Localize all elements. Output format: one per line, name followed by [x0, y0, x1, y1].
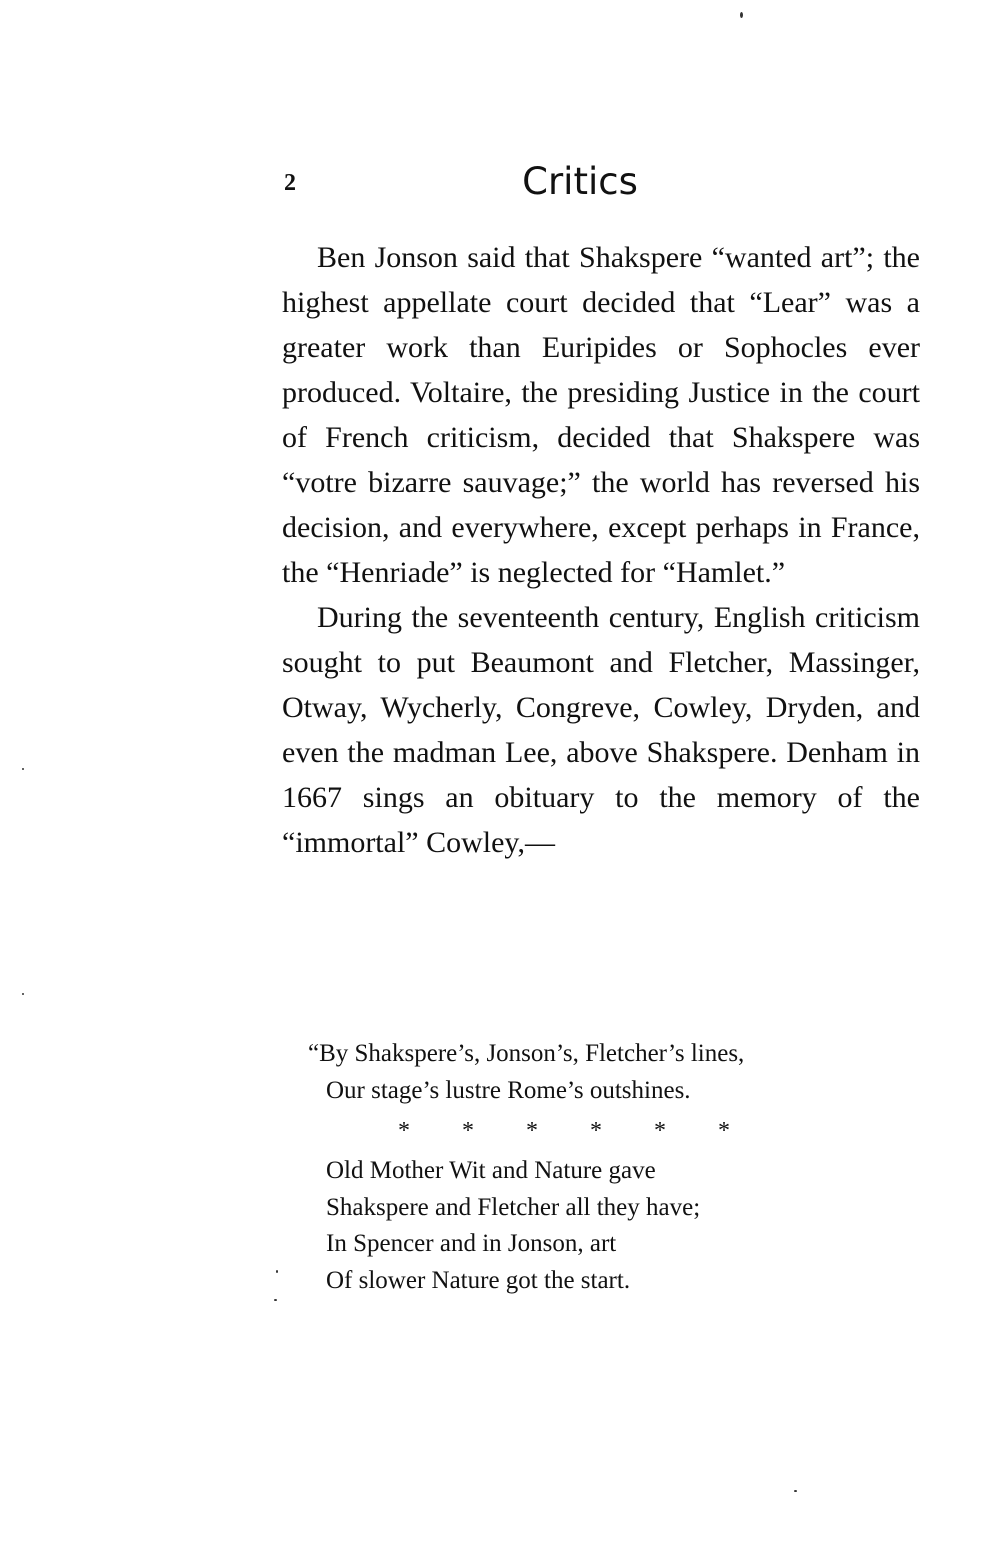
verse-separator: * * * * * *	[398, 1118, 730, 1144]
scan-speck	[274, 1299, 277, 1301]
scan-speck	[276, 1270, 278, 1273]
scan-speck	[22, 993, 24, 995]
paragraph: During the seventeenth century, English criticism sought to put Beaumont and Fletcher, Massinger, Otway, Wycherly, Congreve, Cowley, Dryden, and even the madman Lee, above Shakspere. Denham in 1667 sings an obituary to the memory of the “immortal” Cowley,—	[282, 601, 920, 859]
verse-line: Of slower Nature got the start.	[326, 1266, 631, 1294]
paragraph: Ben Jonson said that Shakspere “wanted art”; the highest appellate court decided that “Lear” was a greater work than Euripides or Sophocles ever produced. Voltaire, the presiding Justice in the court of French criticism, decided that Shakspere was “votre bizarre sauvage;” the world has reversed his decision, and everywhere, except perhaps in France, the “Henriade” is neglected for “Hamlet.”	[282, 241, 920, 589]
scan-speck	[794, 1490, 797, 1492]
body-text	[282, 235, 920, 865]
scan-speck	[22, 768, 24, 770]
page-number: 2	[284, 170, 296, 196]
verse-line: Shakspere and Fletcher all they have;	[326, 1193, 701, 1221]
verse-line: “By Shakspere’s, Jonson’s, Fletcher’s lines,	[308, 1040, 745, 1067]
verse-line: Our stage’s lustre Rome’s outshines.	[326, 1076, 691, 1104]
scan-speck	[740, 12, 743, 18]
verse-line: In Spencer and in Jonson, art	[326, 1230, 617, 1257]
verse-line: Old Mother Wit and Nature gave	[326, 1157, 656, 1184]
verse-quotation	[308, 1036, 908, 1299]
running-head: Critics	[522, 160, 638, 203]
